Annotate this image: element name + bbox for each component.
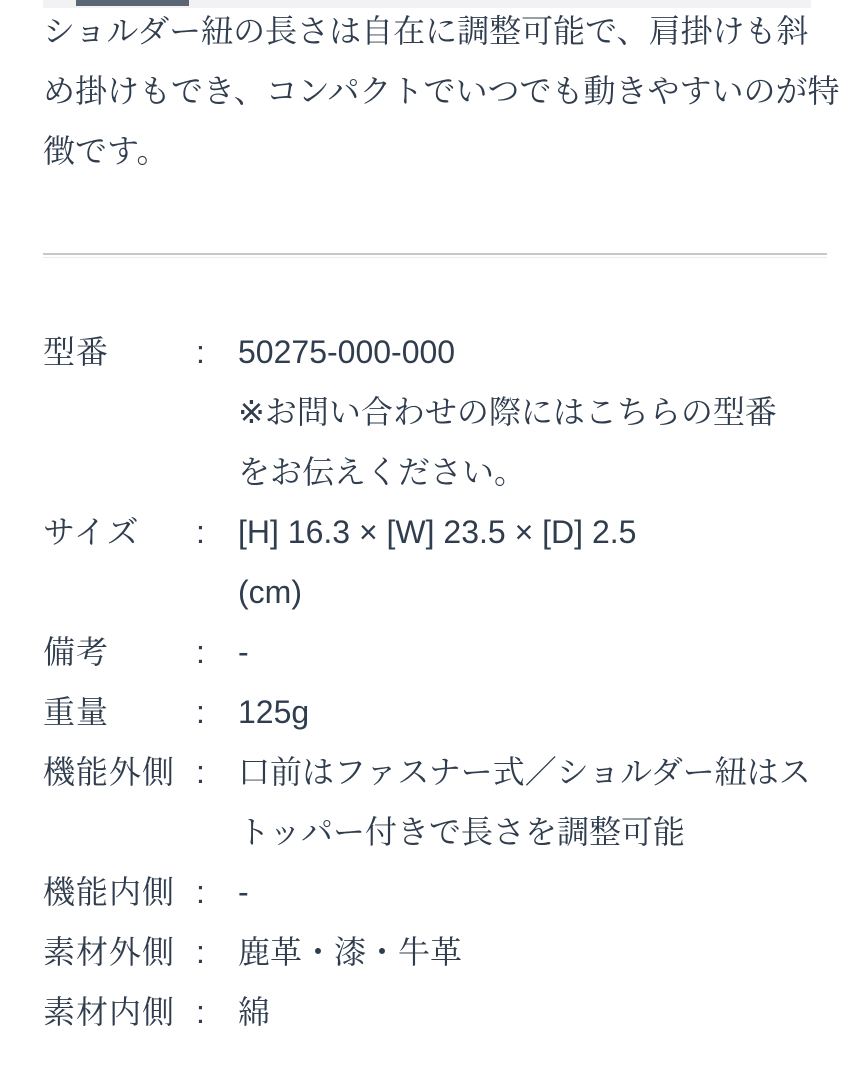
spec-colon: : [196,514,205,550]
spec-colon: : [196,334,205,370]
spec-row-material-interior [43,982,843,1042]
spec-value [238,502,843,622]
spec-label: サイズ [43,514,140,550]
text-line: (cm) [238,574,302,610]
spec-colon: : [196,634,205,670]
spec-label: 機能外側 [43,754,176,790]
spec-row-function-interior [43,862,843,922]
spec-row-material-exterior [43,922,843,982]
spec-row-remarks [43,622,843,682]
spec-row-model-number [43,322,843,502]
text-line: ショルダー紐の長さは自在に調整可能で、肩掛けも斜 [43,13,809,49]
spec-colon: : [196,694,205,730]
spec-colon: : [196,874,205,910]
spec-value [238,742,843,862]
spec-label: 機能内側 [43,874,176,910]
text-line: 50275-000-000 [238,334,456,370]
text-line: 口前はファスナー式／ショルダー紐はス [238,754,811,790]
text-line: をお伝えください。 [238,454,527,490]
spec-row-size [43,502,843,622]
text-line: 125g [238,694,310,730]
spec-label: 素材内側 [43,994,176,1030]
spec-label: 型番 [43,334,110,370]
text-line: - [238,874,249,910]
spec-value [238,622,843,682]
spec-label: 素材外側 [43,934,176,970]
spec-value [238,862,843,922]
text-line: 鹿革・漆・牛革 [238,934,463,970]
spec-value [238,682,843,742]
spec-colon: : [196,754,205,790]
text-line: - [238,634,249,670]
spec-label: 重量 [43,694,110,730]
section-divider [43,253,827,255]
spec-colon: : [196,994,205,1030]
text-line: め掛けもでき、コンパクトでいつでも動きやすいのが特 [43,73,840,109]
spec-value [238,922,843,982]
spec-value [238,982,843,1042]
spec-row-function-exterior [43,742,843,862]
spec-colon: : [196,934,205,970]
text-line: 徴です。 [43,133,169,169]
text-line: ※お問い合わせの際にはこちらの型番 [238,394,777,430]
text-line: トッパー付きで長さを調整可能 [238,814,686,850]
spec-value [238,322,843,502]
spec-label: 備考 [43,634,110,670]
text-line: 綿 [238,994,271,1030]
product-description [43,1,843,181]
spec-row-weight [43,682,843,742]
spec-table [43,322,843,1042]
text-line: [H] 16.3 × [W] 23.5 × [D] 2.5 [238,514,637,550]
